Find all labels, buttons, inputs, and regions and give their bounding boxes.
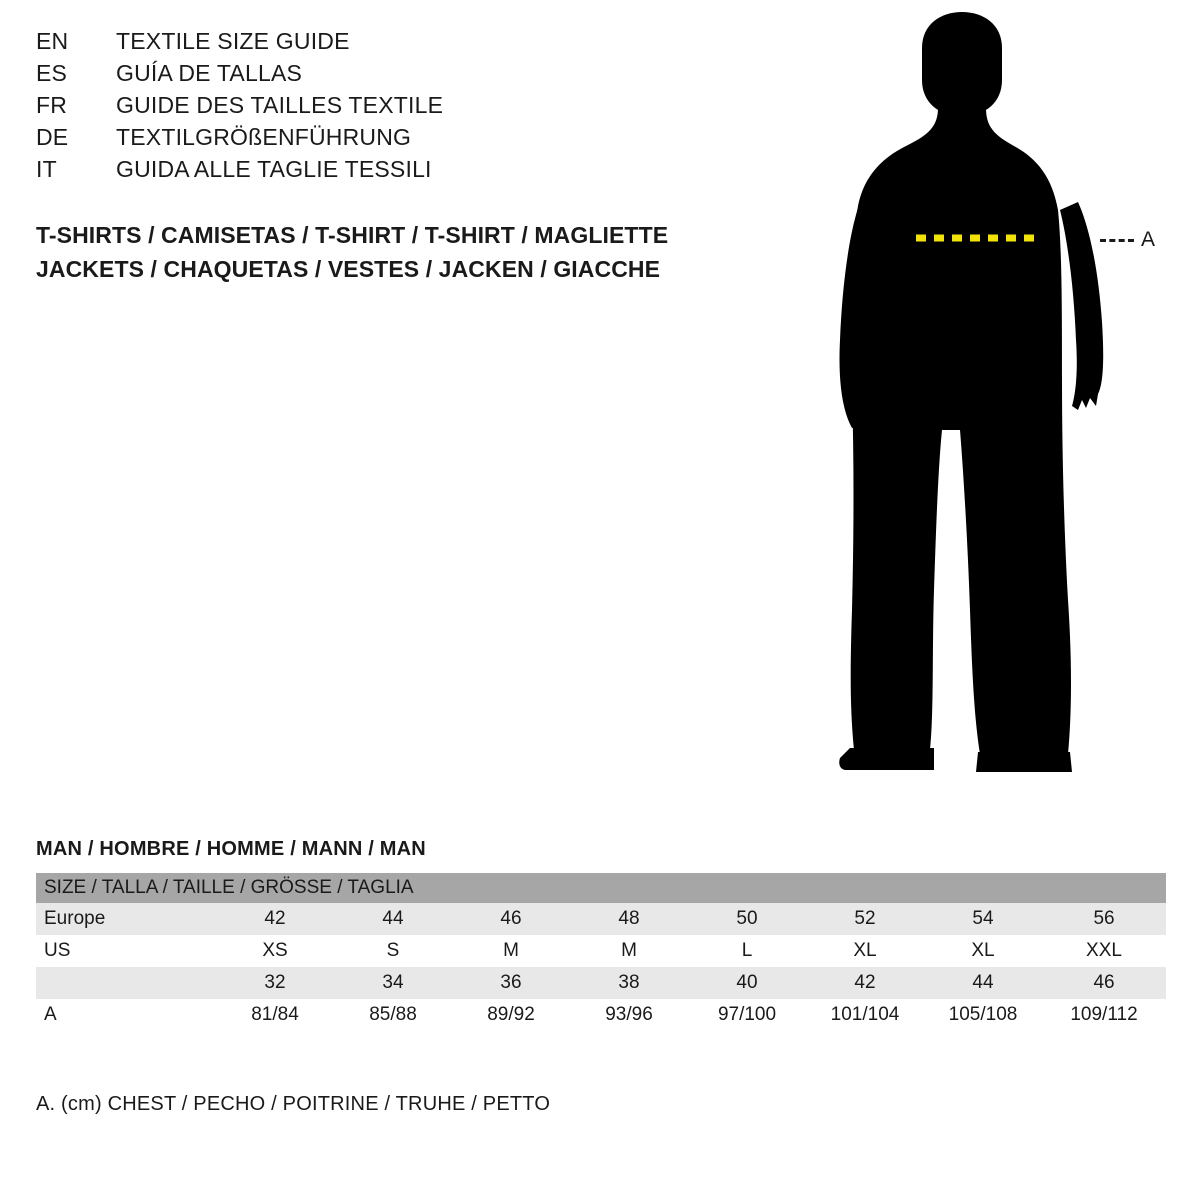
cell: 48: [570, 903, 688, 935]
cell: 56: [1042, 903, 1166, 935]
cell: XS: [216, 935, 334, 967]
cell: XL: [806, 935, 924, 967]
cell: 42: [806, 967, 924, 999]
cell: 44: [334, 903, 452, 935]
cell: M: [452, 935, 570, 967]
row-label: Europe: [36, 903, 216, 935]
category-jackets: JACKETS / CHAQUETAS / VESTES / JACKEN / GIACCHE: [36, 256, 661, 282]
language-row: [36, 156, 776, 188]
table-row: [36, 935, 1166, 967]
leader-line-icon: [1100, 239, 1134, 242]
table-footnote: A. (cm) CHEST / PECHO / POITRINE / TRUHE / PETTO: [36, 1093, 551, 1115]
table-row: [36, 967, 1166, 999]
table-header-row: [36, 873, 1166, 903]
row-label: A: [36, 999, 216, 1031]
language-title: GUIDA ALLE TAGLIE TESSILI: [116, 156, 432, 182]
size-table-section: [36, 838, 1166, 1031]
cell: 34: [334, 967, 452, 999]
cell: 85/88: [334, 999, 452, 1031]
language-title: TEXTILE SIZE GUIDE: [116, 28, 350, 54]
cell: L: [688, 935, 806, 967]
cell: 52: [806, 903, 924, 935]
cell: 50: [688, 903, 806, 935]
cell: XL: [924, 935, 1042, 967]
garment-category-block: [36, 218, 836, 286]
male-silhouette-icon: [810, 10, 1190, 800]
language-row: [36, 92, 776, 124]
cell: M: [570, 935, 688, 967]
language-header-block: [36, 28, 776, 188]
cell: 44: [924, 967, 1042, 999]
cell: 38: [570, 967, 688, 999]
cell: S: [334, 935, 452, 967]
cell: 54: [924, 903, 1042, 935]
row-label: [36, 967, 216, 999]
language-row: [36, 28, 776, 60]
measure-label-a: [1100, 228, 1155, 252]
cell: 81/84: [216, 999, 334, 1031]
measure-letter: A: [1141, 228, 1156, 251]
table-row: [36, 999, 1166, 1031]
cell: 101/104: [806, 999, 924, 1031]
language-row: [36, 60, 776, 92]
cell: 93/96: [570, 999, 688, 1031]
cell: 109/112: [1042, 999, 1166, 1031]
cell: 46: [1042, 967, 1166, 999]
cell: XXL: [1042, 935, 1166, 967]
cell: 97/100: [688, 999, 806, 1031]
row-label: US: [36, 935, 216, 967]
table-header-label: SIZE / TALLA / TAILLE / GRÖSSE / TAGLIA: [36, 873, 1166, 903]
language-title: GUÍA DE TALLAS: [116, 60, 303, 86]
cell: 42: [216, 903, 334, 935]
language-code: IT: [36, 156, 57, 182]
body-figure: [810, 10, 1190, 800]
language-row: [36, 124, 776, 156]
cell: 46: [452, 903, 570, 935]
cell: 36: [452, 967, 570, 999]
group-title: MAN / HOMBRE / HOMME / MANN / MAN: [36, 838, 426, 860]
cell: 105/108: [924, 999, 1042, 1031]
table-row: [36, 903, 1166, 935]
language-code: EN: [36, 28, 69, 54]
category-tshirts: T-SHIRTS / CAMISETAS / T-SHIRT / T-SHIRT / MAGLIETTE: [36, 222, 669, 248]
language-title: GUIDE DES TAILLES TEXTILE: [116, 92, 444, 118]
size-table: [36, 873, 1166, 1031]
cell: 32: [216, 967, 334, 999]
language-code: FR: [36, 92, 68, 118]
cell: 40: [688, 967, 806, 999]
language-title: TEXTILGRÖßENFÜHRUNG: [116, 124, 412, 150]
cell: 89/92: [452, 999, 570, 1031]
language-code: ES: [36, 60, 68, 86]
language-code: DE: [36, 124, 69, 150]
